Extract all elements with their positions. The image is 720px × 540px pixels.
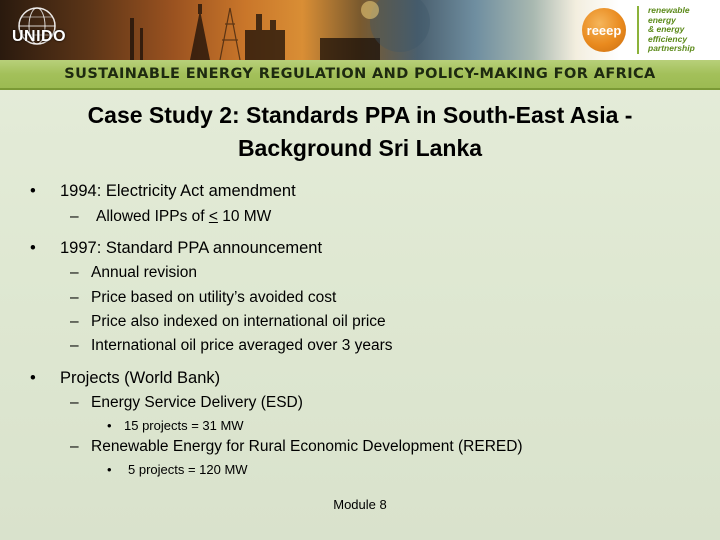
unido-logo: UNIDO — [12, 28, 67, 45]
tagline-line: & energy — [648, 24, 685, 35]
tagline-line: renewable — [648, 5, 690, 15]
sub-item: Annual revision — [91, 264, 197, 281]
tagline-line: partnership — [648, 43, 695, 54]
sub-item: Renewable Energy for Rural Economic Development (RERED) — [91, 438, 523, 455]
title-line-2: Background Sri Lanka — [237, 135, 483, 161]
sub-item — [96, 208, 271, 226]
sub-item-pre: Allowed IPPs of — [96, 208, 209, 225]
reeep-logo-text: reeep — [586, 22, 622, 38]
tagline-line: efficiency — [648, 33, 688, 44]
sub-sub-item: 15 projects = 31 MW — [124, 418, 244, 433]
dash-marker: – — [70, 208, 79, 225]
bullet-marker: • — [30, 369, 36, 387]
sub-item-post: 10 MW — [217, 208, 272, 225]
less-equal-symbol: < — [208, 208, 218, 225]
subtitle-text: SUSTAINABLE ENERGY REGULATION AND POLICY-MAKING FOR AFRICA — [64, 66, 656, 82]
dash-marker: – — [70, 337, 79, 354]
title-line-1: Case Study 2: Standards PPA in South-East Asia - — [87, 102, 633, 128]
dash-marker: – — [70, 264, 79, 281]
tagline-line: energy — [648, 14, 676, 25]
sub-sub-item: 5 projects = 120 MW — [128, 462, 248, 477]
bullet-item: 1994: Electricity Act amendment — [60, 182, 296, 200]
sub-item: Price based on utility’s avoided cost — [91, 289, 337, 306]
bullet-item: 1997: Standard PPA announcement — [60, 239, 323, 257]
dash-marker: – — [70, 394, 79, 411]
dash-marker: – — [70, 313, 79, 330]
bullet-marker: • — [107, 418, 112, 433]
dash-marker: – — [70, 438, 79, 455]
bullet-marker: • — [107, 462, 112, 477]
sub-item: International oil price averaged over 3 years — [91, 337, 393, 354]
bullet-marker: • — [30, 239, 36, 257]
sub-item: Price also indexed on international oil price — [91, 313, 386, 330]
bullet-item: Projects (World Bank) — [60, 369, 221, 387]
bullet-marker: • — [30, 182, 36, 200]
slide-footer: Module 8 — [333, 497, 387, 512]
sub-item: Energy Service Delivery (ESD) — [91, 394, 303, 411]
dash-marker: – — [70, 289, 79, 306]
